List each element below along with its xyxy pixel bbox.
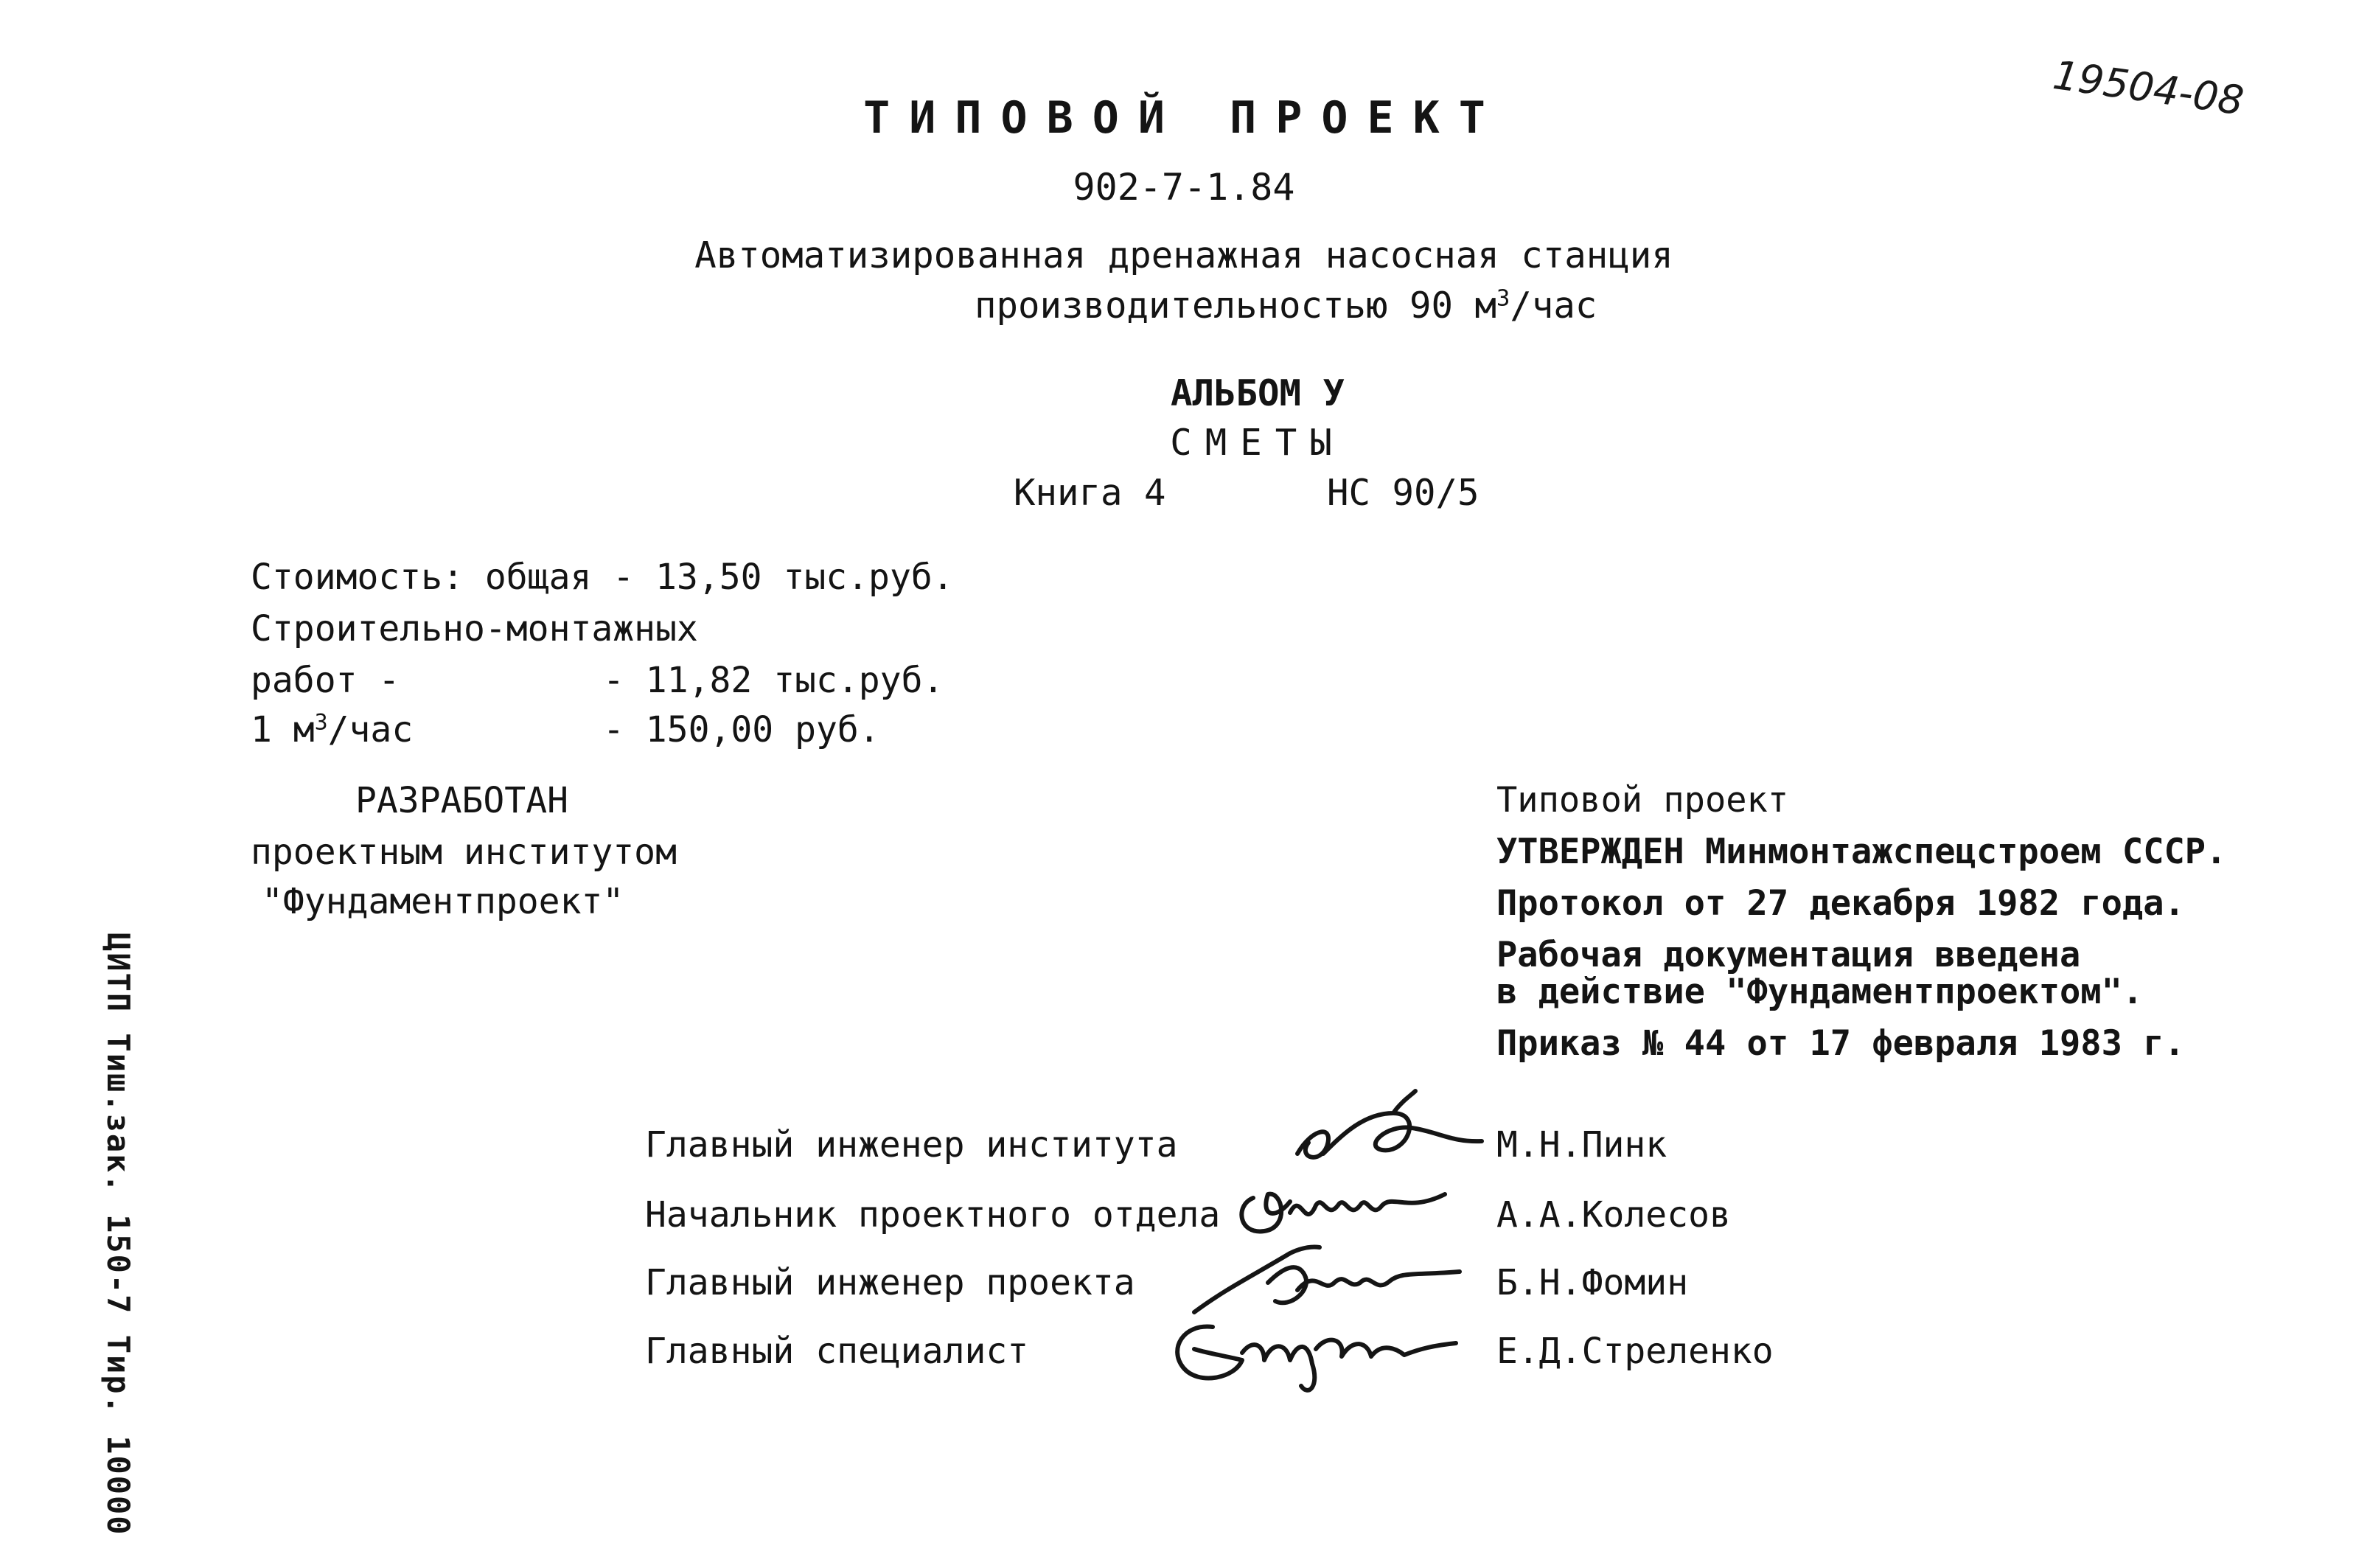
approval-line-1: Типовой проект [1496, 780, 1789, 820]
developed-line-1: проектным институтом [251, 832, 677, 873]
subtitle-line-2-prefix: производительностью 90 м [975, 285, 1497, 327]
cost-works-label: работ - [251, 660, 400, 701]
cost-per-unit-value: - 150,00 руб. [603, 709, 880, 750]
signatory-name: Е.Д.Стреленко [1496, 1331, 1774, 1372]
book-label: Книга 4 [1014, 472, 1166, 514]
cost-per-unit-label [251, 709, 413, 750]
developed-heading: РАЗРАБОТАН [355, 780, 568, 821]
cost-line-2: Строительно-монтажных [251, 608, 698, 649]
signatory-role: Главный инженер института [645, 1124, 1178, 1165]
signatory-name: А.А.Колесов [1496, 1194, 1731, 1236]
unit-sup: 3 [314, 709, 328, 736]
side-stamp: ЦИТП Тиш.зак. 150-7 Тир. 10000 [100, 933, 136, 1536]
subtitle-line-2-suffix: /час [1510, 285, 1597, 327]
signatory-role: Главный специалист [645, 1331, 1029, 1372]
signatory-role: Начальник проектного отдела [645, 1194, 1221, 1236]
project-code: 902-7-1.84 [1073, 166, 1295, 209]
approval-line-6: Приказ № 44 от 17 февраля 1983 г. [1496, 1023, 2185, 1064]
approval-line-2: УТВЕРЖДЕН Минмонтажспецстроем СССР. [1496, 832, 2227, 872]
signatory-name: Б.Н.Фомин [1496, 1262, 1689, 1303]
subtitle-line-1: Автоматизированная дренажная насосная станция [694, 234, 1673, 276]
subtitle-line-2-sup: 3 [1496, 285, 1510, 312]
cost-works-value: - 11,82 тыс.руб. [603, 660, 944, 701]
approval-line-3: Протокол от 27 декабря 1982 года. [1496, 883, 2185, 924]
cost-total: Стоимость: общая - 13,50 тыс.руб. [251, 557, 954, 598]
corner-note: 19504-08 [2050, 52, 2247, 125]
album-label: АЛЬБОМ У [1170, 372, 1345, 414]
section-label: СМЕТЫ [1170, 422, 1345, 464]
signatory-name: М.Н.Пинк [1496, 1124, 1667, 1165]
developed-line-2: "Фундаментпроект" [262, 881, 624, 922]
signatory-role: Главный инженер проекта [645, 1262, 1135, 1303]
document-title: ТИПОВОЙ ПРОЕКТ [863, 92, 1505, 144]
approval-line-5: в действие "Фундаментпроектом". [1496, 972, 2144, 1012]
signature [1161, 1297, 1471, 1401]
subtitle-line-2 [975, 285, 1597, 327]
unit-suffix: /час [327, 709, 414, 750]
approval-line-4: Рабочая документация введена [1496, 935, 2081, 975]
unit-prefix: 1 м [251, 709, 315, 750]
book-code: НС 90/5 [1327, 472, 1480, 514]
